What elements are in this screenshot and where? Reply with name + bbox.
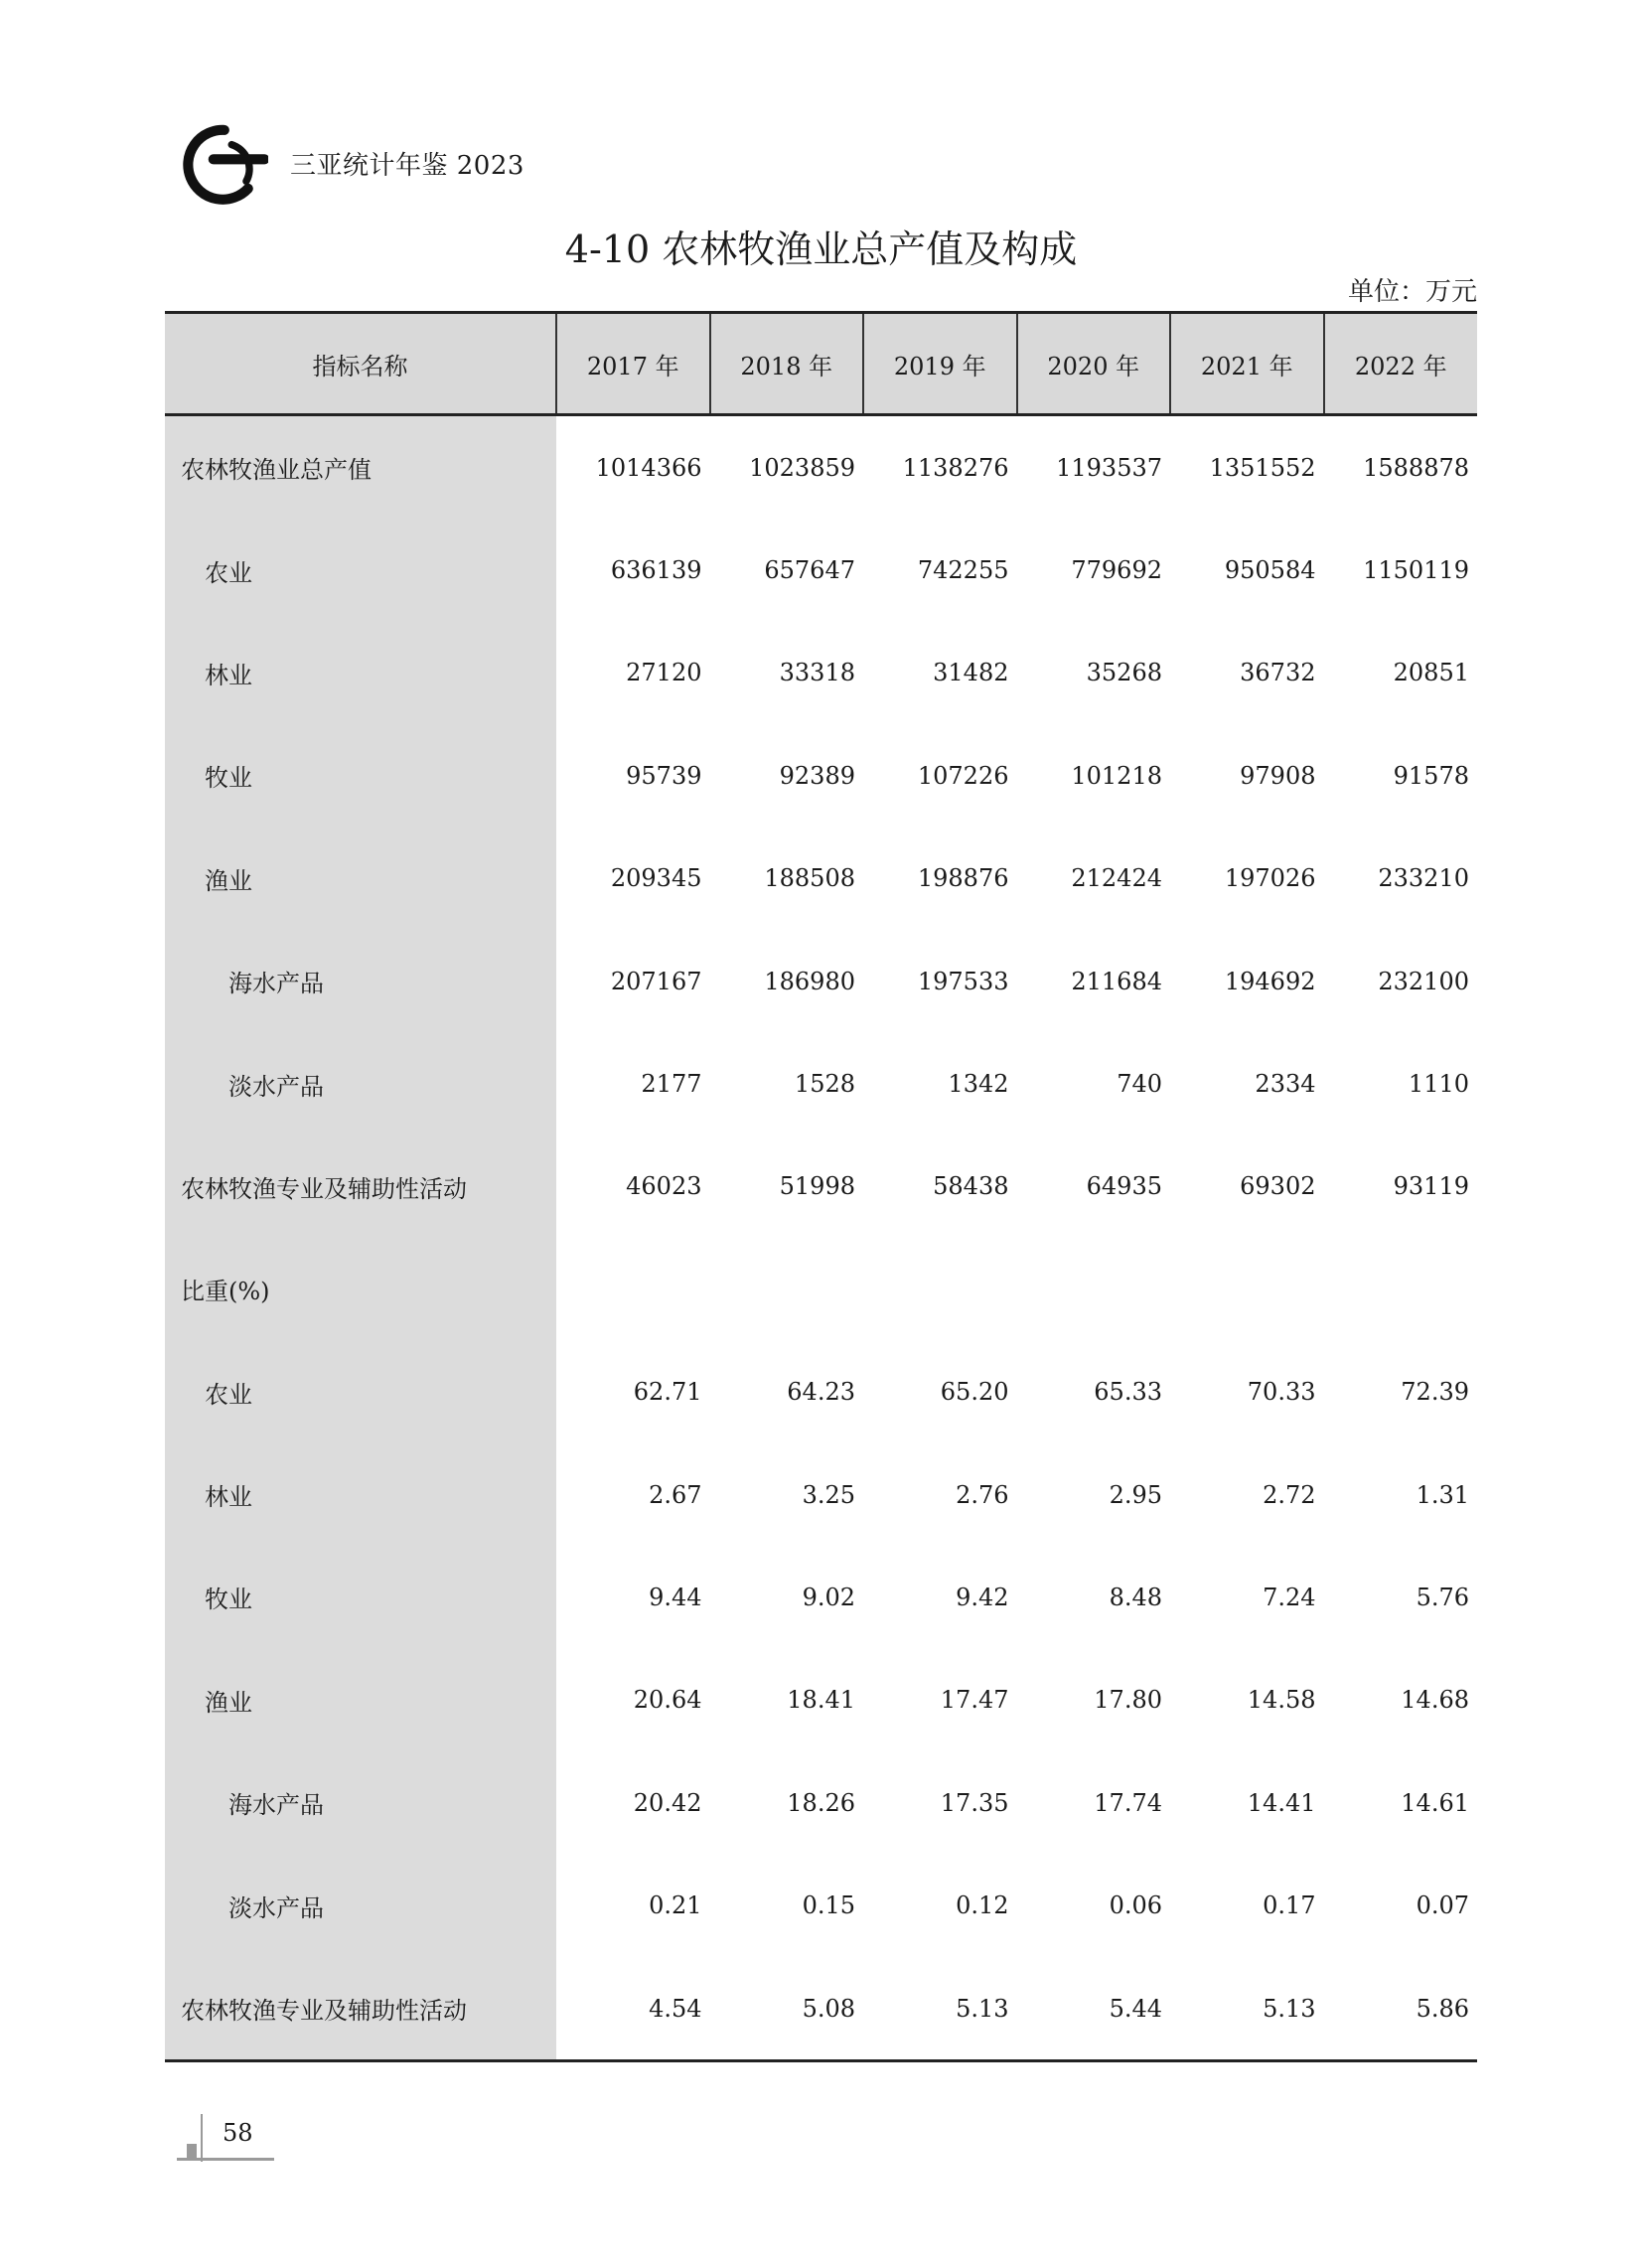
table-cell: 1.31 <box>1416 1480 1469 1509</box>
table-cell: 64935 <box>1086 1172 1162 1201</box>
table-row <box>165 828 1477 930</box>
table-cell: 5.08 <box>710 1957 864 2061</box>
table-cell: 5.44 <box>1017 1957 1171 2061</box>
row-label: 淡水产品 <box>165 1032 556 1134</box>
table-cell: 20.42 <box>633 1788 702 1817</box>
table-row <box>165 1546 1477 1648</box>
table-cell: 2.72 <box>1263 1480 1316 1509</box>
yearbook-logo-icon <box>177 117 268 209</box>
table-cell: 70.33 <box>1247 1378 1316 1407</box>
table-row <box>165 1238 1477 1340</box>
table-cell: 35268 <box>1086 659 1162 687</box>
table-row <box>165 1341 1477 1443</box>
table-row <box>165 1854 1477 1956</box>
table-cell: 1351552 <box>1209 453 1316 482</box>
table-row <box>165 519 1477 621</box>
table-cell <box>556 1238 710 1340</box>
row-label: 林业 <box>165 1443 556 1546</box>
column-header-year: 2017 年 <box>556 313 710 415</box>
footer-rule <box>177 2158 274 2161</box>
column-header-year: 2018 年 <box>710 313 864 415</box>
unit-label: 单位：万元 <box>1347 277 1477 307</box>
table-cell: 1138276 <box>902 453 1009 482</box>
table-cell: 0.07 <box>1416 1891 1469 1920</box>
row-label: 林业 <box>165 622 556 724</box>
table-cell: 27120 <box>626 659 702 687</box>
table-cell: 14.61 <box>1401 1788 1469 1817</box>
table-cell: 18.41 <box>787 1686 855 1715</box>
table-cell: 72.39 <box>1401 1378 1469 1407</box>
table-cell: 95739 <box>626 761 702 790</box>
table-cell: 101218 <box>1071 761 1162 790</box>
row-label: 渔业 <box>165 1649 556 1751</box>
table-cell: 5.13 <box>1170 1957 1324 2061</box>
row-label: 农林牧渔业总产值 <box>165 415 556 520</box>
table-cell <box>1170 1238 1324 1340</box>
table-cell: 64.23 <box>787 1378 855 1407</box>
table-cell: 197026 <box>1224 864 1316 893</box>
table-cell: 69302 <box>1240 1172 1316 1201</box>
table-cell: 9.42 <box>956 1583 1009 1611</box>
column-header-indicator: 指标名称 <box>165 313 556 415</box>
table-cell: 92389 <box>779 761 855 790</box>
table-cell: 4.54 <box>556 1957 710 2061</box>
table-cell: 233210 <box>1378 864 1469 893</box>
table-cell: 0.12 <box>956 1891 1009 1920</box>
table-cell: 209345 <box>610 864 702 893</box>
footer-divider <box>201 2114 203 2162</box>
table-cell: 0.15 <box>802 1891 855 1920</box>
table-cell: 3.25 <box>802 1480 855 1509</box>
table-cell: 0.21 <box>649 1891 702 1920</box>
table-cell <box>710 1238 864 1340</box>
table-header-row <box>165 313 1477 415</box>
table-row <box>165 1957 1477 2061</box>
row-label: 渔业 <box>165 828 556 930</box>
table-cell: 17.35 <box>940 1788 1009 1817</box>
data-table-container <box>165 311 1477 2062</box>
table-cell: 5.86 <box>1324 1957 1478 2061</box>
table-cell: 211684 <box>1071 967 1162 995</box>
row-label: 比重(%) <box>165 1238 556 1340</box>
table-cell: 1193537 <box>1056 453 1162 482</box>
table-cell: 779692 <box>1071 556 1162 585</box>
table-cell: 1150119 <box>1363 556 1469 585</box>
footer-mark <box>187 2144 197 2158</box>
table-cell: 8.48 <box>1109 1583 1162 1611</box>
table-cell: 51998 <box>779 1172 855 1201</box>
table-cell <box>1324 1238 1478 1340</box>
table-cell: 2.76 <box>956 1480 1009 1509</box>
row-label: 海水产品 <box>165 930 556 1032</box>
table-cell <box>1017 1238 1171 1340</box>
table-cell: 2.95 <box>1109 1480 1162 1509</box>
table-cell: 17.74 <box>1094 1788 1162 1817</box>
table-row <box>165 724 1477 827</box>
table-cell: 950584 <box>1224 556 1316 585</box>
table-cell: 5.13 <box>863 1957 1017 2061</box>
table-cell: 5.76 <box>1416 1583 1469 1611</box>
table-cell: 742255 <box>917 556 1009 585</box>
data-table <box>165 311 1477 2062</box>
table-cell: 31482 <box>933 659 1009 687</box>
table-cell: 9.02 <box>802 1583 855 1611</box>
table-cell: 65.20 <box>940 1378 1009 1407</box>
table-row <box>165 1649 1477 1751</box>
row-label: 农林牧渔专业及辅助性活动 <box>165 1135 556 1238</box>
table-cell: 58438 <box>933 1172 1009 1201</box>
column-header-year: 2020 年 <box>1017 313 1171 415</box>
row-label: 海水产品 <box>165 1751 556 1854</box>
table-row <box>165 1751 1477 1854</box>
table-cell: 46023 <box>626 1172 702 1201</box>
table-cell: 198876 <box>917 864 1009 893</box>
table-cell: 1014366 <box>595 453 702 482</box>
table-cell: 0.06 <box>1109 1891 1162 1920</box>
table-cell <box>863 1238 1017 1340</box>
table-cell: 212424 <box>1071 864 1162 893</box>
table-cell: 1528 <box>794 1070 855 1099</box>
table-row <box>165 1443 1477 1546</box>
row-label: 牧业 <box>165 1546 556 1648</box>
table-cell: 93119 <box>1393 1172 1469 1201</box>
table-cell: 107226 <box>917 761 1009 790</box>
table-cell: 14.41 <box>1247 1788 1316 1817</box>
table-body <box>165 415 1477 2061</box>
table-cell: 207167 <box>610 967 702 995</box>
table-cell: 1023859 <box>749 453 855 482</box>
table-cell: 14.68 <box>1401 1686 1469 1715</box>
table-cell: 91578 <box>1393 761 1469 790</box>
table-cell: 20851 <box>1393 659 1469 687</box>
table-cell: 1342 <box>948 1070 1009 1099</box>
table-cell: 7.24 <box>1263 1583 1316 1611</box>
table-cell: 1588878 <box>1363 453 1469 482</box>
table-cell: 194692 <box>1224 967 1316 995</box>
table-cell: 17.80 <box>1094 1686 1162 1715</box>
table-row <box>165 930 1477 1032</box>
table-cell: 9.44 <box>649 1583 702 1611</box>
table-cell: 657647 <box>764 556 855 585</box>
table-row <box>165 622 1477 724</box>
table-cell: 18.26 <box>787 1788 855 1817</box>
page-number: 58 <box>223 2119 253 2147</box>
table-cell: 65.33 <box>1094 1378 1162 1407</box>
table-cell: 186980 <box>764 967 855 995</box>
table-row <box>165 1032 1477 1134</box>
table-cell: 97908 <box>1240 761 1316 790</box>
table-cell: 20.64 <box>633 1686 702 1715</box>
table-cell: 232100 <box>1378 967 1469 995</box>
table-cell: 636139 <box>610 556 702 585</box>
table-row <box>165 1135 1477 1238</box>
table-cell: 2.67 <box>649 1480 702 1509</box>
table-cell: 14.58 <box>1247 1686 1316 1715</box>
table-cell: 33318 <box>779 659 855 687</box>
running-header-title: 三亚统计年鉴 2023 <box>290 151 524 181</box>
table-cell: 2177 <box>641 1070 702 1099</box>
column-header-year: 2022 年 <box>1324 313 1478 415</box>
table-cell: 1110 <box>1408 1070 1469 1099</box>
table-cell: 2334 <box>1255 1070 1316 1099</box>
column-header-year: 2021 年 <box>1170 313 1324 415</box>
table-cell: 17.47 <box>940 1686 1009 1715</box>
row-label: 农业 <box>165 519 556 621</box>
column-header-year: 2019 年 <box>863 313 1017 415</box>
table-row <box>165 415 1477 520</box>
row-label: 淡水产品 <box>165 1854 556 1956</box>
table-cell: 62.71 <box>633 1378 702 1407</box>
table-cell: 36732 <box>1240 659 1316 687</box>
table-cell: 740 <box>1117 1070 1162 1099</box>
row-label: 农业 <box>165 1341 556 1443</box>
table-cell: 188508 <box>764 864 855 893</box>
row-label: 牧业 <box>165 724 556 827</box>
table-title: 4-10 农林牧渔业总产值及构成 <box>564 227 1078 271</box>
table-cell: 197533 <box>917 967 1009 995</box>
table-cell: 0.17 <box>1263 1891 1316 1920</box>
row-label: 农林牧渔专业及辅助性活动 <box>165 1957 556 2061</box>
